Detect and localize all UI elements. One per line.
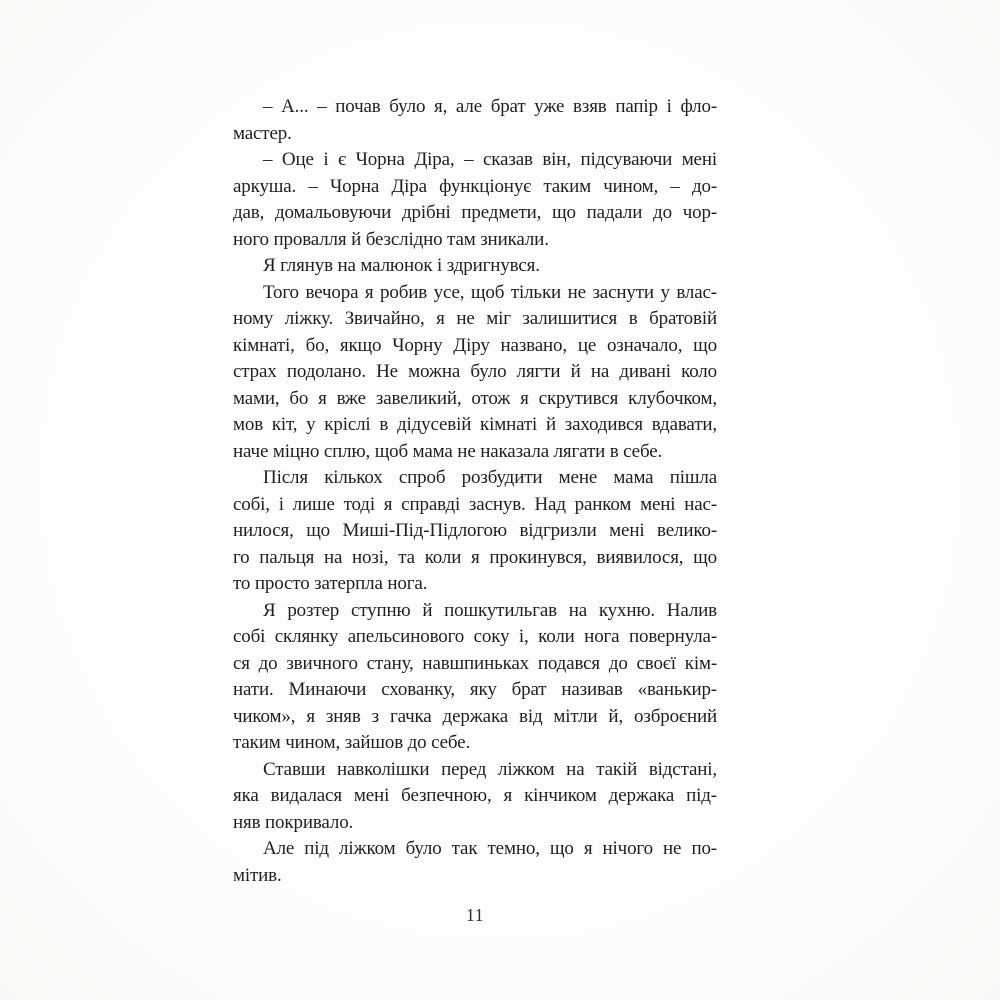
text-line: наче міцно сплю, щоб мама не наказала лягати в себе.	[233, 440, 663, 462]
text-line: то просто затерпла нога.	[233, 573, 428, 594]
text-line: дав, домальовуючи дрібні предмети, що падали до чор-	[233, 202, 717, 223]
paragraph	[233, 280, 717, 466]
text-line: Я глянув на малюнок і здригнувся.	[263, 255, 540, 276]
text-line: страх подолано. Не можна було лягти й на дивані коло	[233, 361, 717, 382]
text-line: аркуша. – Чорна Діра функціонує таким чином, – до-	[233, 175, 717, 197]
text-line: – А... – почав було я, але брат уже взяв папір і фло-	[263, 96, 717, 117]
text-line: няв покривало.	[233, 811, 354, 833]
paragraph	[233, 465, 717, 598]
text-line: собі, і лише тоді я справді заснув. Над ранком мені нас-	[233, 493, 717, 515]
text-line: яка видалася мені безпечною, я кінчиком держака під-	[233, 785, 717, 806]
text-line: чиком», я зняв з гачка держака від мітли й, озброєний	[233, 705, 717, 727]
text-line: – Оце і є Чорна Діра, – сказав він, підсуваючи мені	[263, 149, 717, 170]
text-line: мастер.	[233, 122, 292, 144]
text-line: ся до звичного стану, навшпиньках подався до своєї кім-	[233, 652, 717, 674]
text-line: Ставши навколішки перед ліжком на такій відстані,	[263, 758, 717, 780]
paragraph	[233, 253, 717, 280]
paragraph	[233, 94, 717, 147]
text-line: кімнаті, бо, якщо Чорну Діру названо, це означало, що	[233, 334, 717, 356]
text-line: Того вечора я робив усе, щоб тільки не заснути у влас-	[263, 281, 717, 303]
text-line: Але під ліжком було так темно, що я нічого не по-	[263, 838, 717, 859]
text-line: ному ліжку. Звичайно, я не міг залишитися в братовій	[233, 308, 717, 329]
page-number: 11	[465, 905, 485, 925]
text-line: собі склянку апельсинового соку і, коли нога повернула-	[233, 626, 717, 647]
text-line: нати. Минаючи схованку, яку брат називав «ванькир-	[233, 679, 717, 700]
text-block	[233, 94, 717, 889]
text-line: мами, бо я вже завеликий, отож я скрутився клубочком,	[233, 387, 717, 409]
text-line: Після кількох спроб розбудити мене мама пішла	[263, 467, 717, 488]
text-line: таким чином, зайшов до себе.	[233, 732, 471, 753]
paragraph	[233, 757, 717, 837]
text-line: ного провалля й безслідно там зникали.	[233, 228, 549, 250]
text-line: го пальця на нозі, та коли я прокинувся, виявилося, що	[233, 546, 717, 568]
text-line: мов кіт, у кріслі в дідусевій кімнаті й заходився вдавати,	[233, 414, 717, 435]
text-line: Я розтер ступню й пошкутильгав на кухню. Налив	[263, 599, 717, 621]
text-line: нилося, що Миші-Під-Підлогою відгризли мені велико-	[233, 520, 717, 541]
text-line: мітив.	[233, 864, 282, 886]
paragraph	[233, 147, 717, 253]
paragraph	[233, 598, 717, 757]
paragraph	[233, 836, 717, 889]
